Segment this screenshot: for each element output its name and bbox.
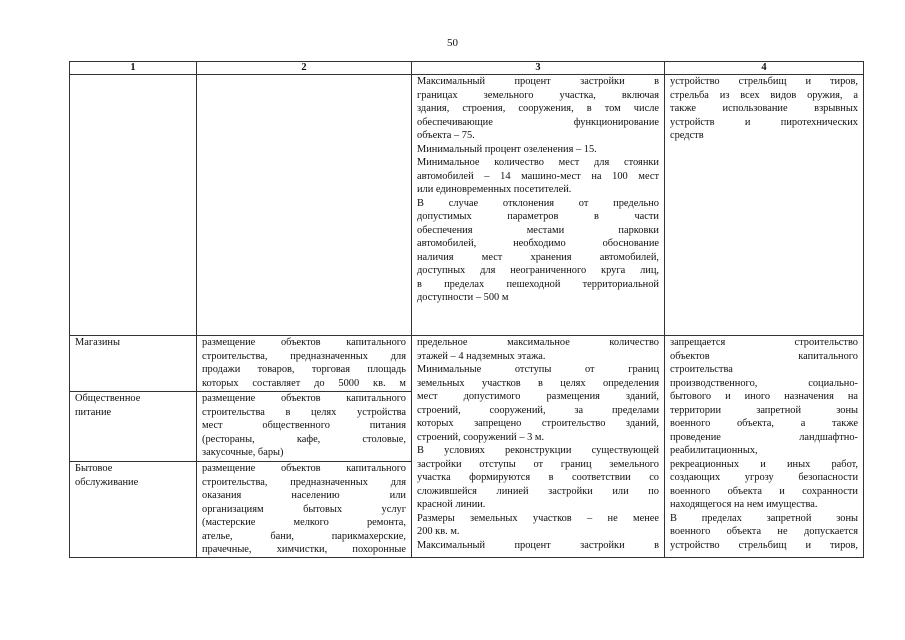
text-line: (рестораны, кафе, столовые, — [202, 433, 406, 445]
text-line: устройство стрельбищ и тиров, — [670, 76, 858, 87]
text-line: находящегося на нем имущества. — [670, 499, 818, 510]
text-line: Максимальный процент застройки в — [417, 539, 659, 551]
text-line: территории запретной зоны — [670, 404, 858, 416]
text-line: оказания населению или — [202, 490, 406, 501]
text-line: здания, строения, сооружения, в том числе — [417, 103, 659, 114]
text-line: Минимальный процент озеленения – 15. — [417, 143, 597, 155]
text-line: земельных участков в целях определения — [417, 377, 659, 389]
text-line: устройство стрельбищ и тиров, — [670, 539, 858, 551]
text-line: обслуживание — [75, 476, 139, 488]
cell-params-shared — [412, 336, 665, 558]
text-line: сложившейся линией застройки или по — [417, 485, 659, 497]
use-name-household — [70, 462, 197, 558]
text-line: границах земельного участка, включая — [417, 89, 659, 101]
text-line: ателье, бани, парикмахерские, — [202, 530, 406, 542]
use-name-shops — [70, 336, 197, 392]
text-line: проведение ландшафтно- — [670, 431, 858, 443]
cell-empty-col1 — [70, 75, 197, 336]
text-line: строительства, предназначенных для — [202, 350, 406, 362]
text-line: объекта – 75. — [417, 130, 475, 141]
text-line: мест допустимого размещения зданий, — [417, 391, 659, 402]
column-header-2: 2 — [197, 62, 412, 75]
text-line: обеспечивающие функционирование — [417, 116, 659, 128]
text-line: застройки отступы от границ земельного — [417, 458, 659, 470]
cell-params-continued — [412, 75, 665, 336]
text-line: участка формируются в соответствии со — [417, 472, 659, 483]
text-line: организациям бытовых услуг — [202, 503, 406, 515]
text-line: строительства — [670, 364, 733, 375]
text-line: стрельба из всех видов оружия, а — [670, 89, 858, 101]
text-line: Магазины — [75, 337, 120, 348]
text-line: предельное максимальное количество — [417, 337, 659, 348]
text-line: В пределах запретной зоны — [670, 512, 858, 524]
text-line: доступности – 500 м — [417, 292, 509, 303]
cell-restrictions-shared — [665, 336, 864, 558]
text-line: размещение объектов капитального — [202, 337, 406, 348]
table-row-shops — [70, 336, 864, 392]
text-line: (мастерские мелкого ремонта, — [202, 517, 406, 528]
text-line: строительства, предназначенных для — [202, 476, 406, 488]
text-line: реабилитационных, — [670, 445, 758, 456]
text-line: автомобилей – 14 машино-мест на 100 мест — [417, 170, 659, 182]
use-name-catering — [70, 392, 197, 462]
column-header-3: 3 — [412, 62, 665, 75]
use-description-shops — [197, 336, 412, 392]
text-line: в пределах пешеходной территориальной — [417, 278, 659, 290]
text-line: бытового и иного назначения на — [670, 391, 858, 402]
use-description-household — [197, 462, 412, 558]
text-line: рекреационных и иных работ, — [670, 458, 858, 470]
text-line: доступных для неограниченного круга лиц, — [417, 265, 659, 276]
text-line: В случае отклонения от предельно — [417, 197, 659, 209]
text-line: красной линии. — [417, 499, 486, 510]
text-line: закусочные, бары) — [202, 447, 284, 458]
text-line: военного объекта, а также — [670, 418, 858, 429]
text-line: военного объекта и сохранности — [670, 485, 858, 497]
text-line: питание — [75, 406, 112, 418]
text-line: которых составляет до 5000 кв. м — [202, 377, 406, 389]
use-description-catering — [197, 392, 412, 462]
text-line: которых запрещено строительство зданий, — [417, 418, 659, 429]
text-line: 200 кв. м. — [417, 526, 460, 537]
text-line: также использование взрывных — [670, 103, 858, 114]
text-line: наличия мест хранения автомобилей, — [417, 251, 659, 263]
text-line: мест общественного питания — [202, 420, 406, 431]
text-line: размещение объектов капитального — [202, 463, 406, 474]
text-line: допустимых параметров в части — [417, 211, 659, 222]
text-line: строений, сооружений, за пределами — [417, 404, 659, 416]
column-header-4: 4 — [665, 62, 864, 75]
text-line: продажи товаров, торговая площадь — [202, 364, 406, 375]
cell-restrictions-continued — [665, 75, 864, 336]
text-line: устройств и пиротехнических — [670, 116, 858, 128]
text-line: В условиях реконструкции существующей — [417, 445, 659, 456]
text-line: прачечные, химчистки, похоронные — [202, 544, 406, 555]
text-line: объектов капитального — [670, 350, 858, 362]
text-line: Максимальный процент застройки в — [417, 76, 659, 87]
text-line: производственного, социально- — [670, 377, 858, 389]
page-number: 50 — [447, 37, 458, 49]
text-line: запрещается строительство — [670, 337, 858, 348]
text-line: Минимальное количество мест для стоянки — [417, 157, 659, 168]
text-line: строительства в целях устройства — [202, 406, 406, 418]
text-line: Бытовое — [75, 463, 113, 474]
cell-empty-col2 — [197, 75, 412, 336]
text-line: или единовременных посетителей. — [417, 184, 572, 195]
text-line: Размеры земельных участков – не менее — [417, 512, 659, 524]
table-row-continuation — [70, 75, 864, 336]
text-line: этажей – 4 надземных этажа. — [417, 350, 546, 362]
text-line: средств — [670, 130, 704, 141]
text-line: создающих угрозу безопасности — [670, 472, 858, 483]
table-header-row — [70, 62, 864, 75]
text-line: обеспечения местами парковки — [417, 224, 659, 236]
text-line: Минимальные отступы от границ — [417, 364, 659, 375]
text-line: размещение объектов капитального — [202, 393, 406, 404]
text-line: Общественное — [75, 393, 141, 404]
text-line: автомобилей, необходимо обоснование — [417, 238, 659, 249]
text-line: строений, сооружений – 3 м. — [417, 431, 545, 443]
text-line: военного объекта не допускается — [670, 526, 858, 537]
column-header-1: 1 — [70, 62, 197, 75]
regulations-table — [69, 61, 864, 558]
